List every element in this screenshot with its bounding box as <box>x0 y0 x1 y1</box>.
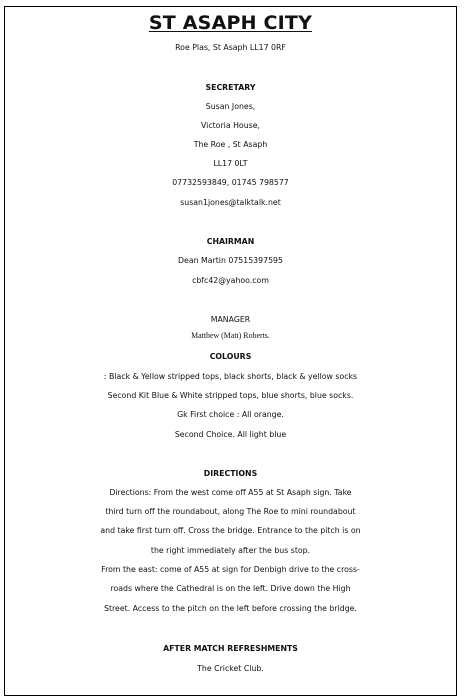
directions-line: third turn off the roundabout, along The Roe to mini roundabout <box>105 507 356 516</box>
chairman-email: cbfc42@yahoo.com <box>192 276 269 285</box>
directions-line: roads where the Cathedral is on the left. Drive down the High <box>110 584 351 593</box>
chairman-name-phone: Dean Martin 07515397595 <box>178 256 283 265</box>
directions-line: Directions: From the west come off A55 at St Asaph sign. Take <box>109 488 352 497</box>
club-name: ST ASAPH CITY <box>148 12 313 34</box>
colours-heading: COLOURS <box>209 352 252 361</box>
manager-name: Matthew (Matt) Roberts. <box>191 331 270 340</box>
colours-line: Gk First choice : All orange. <box>177 410 284 419</box>
secretary-email: susan1jones@talktalk.net <box>180 198 281 207</box>
refreshments-venue: The Cricket Club. <box>197 664 264 673</box>
directions-line: the right immediately after the bus stop. <box>150 546 311 555</box>
colours-line: : Black & Yellow stripped tops, black shorts, black & yellow socks <box>103 372 358 381</box>
directions-line: and take first turn off. Cross the bridge. Entrance to the pitch is on <box>100 526 361 535</box>
colours-line: Second Choice. All light blue <box>174 430 287 439</box>
colours-line: Second Kit Blue & White stripped tops, blue shorts, blue socks. <box>107 391 354 400</box>
secretary-line: The Roe , St Asaph <box>193 140 268 149</box>
secretary-line: Susan Jones, <box>205 102 256 111</box>
secretary-line: LL17 0LT <box>213 159 248 168</box>
secretary-phone: 07732593849, 01745 798577 <box>172 178 289 187</box>
secretary-heading: SECRETARY <box>205 83 256 92</box>
manager-heading: MANAGER <box>210 315 251 324</box>
chairman-heading: CHAIRMAN <box>206 237 255 246</box>
directions-line: From the east: come of A55 at sign for Denbigh drive to the cross- <box>101 565 360 574</box>
directions-heading: DIRECTIONS <box>203 469 258 478</box>
secretary-line: Victoria House, <box>201 121 260 130</box>
ground-address: Roe Plas, St Asaph LL17 0RF <box>175 43 286 52</box>
directions-line: Street. Access to the pitch on the left before crossing the bridge. <box>104 604 357 613</box>
club-info-card <box>4 6 457 696</box>
refreshments-heading: AFTER MATCH REFRESHMENTS <box>163 644 298 653</box>
